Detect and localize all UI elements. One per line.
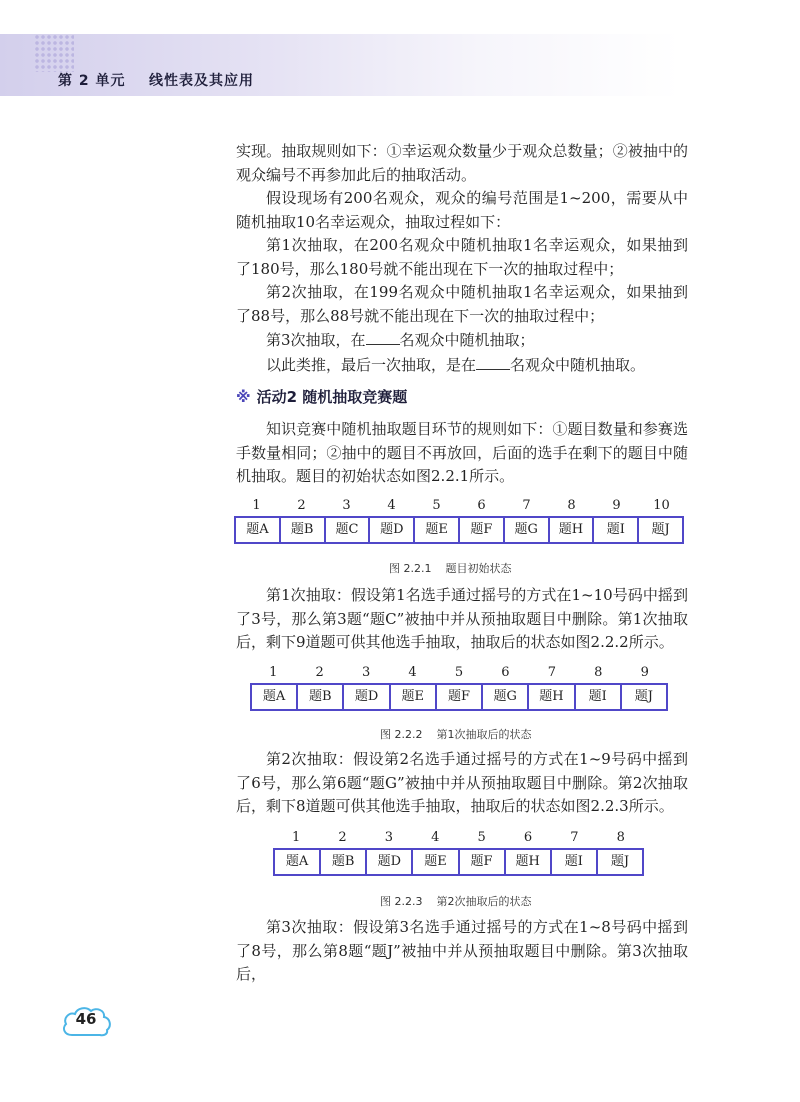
paragraph-draw-1: 第1次抽取，在200名观众中随机抽取1名幸运观众，如果抽到了180号，那么180号就不能出现在下一次的抽取过程中； <box>236 236 688 278</box>
figure-item-cell: 题D <box>365 850 411 874</box>
figure-item-cell: 题I <box>574 685 620 709</box>
figure-index: 2 <box>297 498 306 513</box>
figure-index: 3 <box>342 498 351 513</box>
figure-item-cell: 题C <box>324 518 369 542</box>
figure-index: 1 <box>252 498 261 513</box>
figure-index: 7 <box>522 498 531 513</box>
figure-item-cell: 题B <box>319 850 365 874</box>
figure-index: 3 <box>384 830 394 845</box>
figure-index: 7 <box>570 830 579 845</box>
paragraph-rules: 实现。抽取规则如下：①幸运观众数量少于观众总数量；②被抽中的观众编号不再参加此后的抽取活动。 <box>236 142 688 184</box>
figure-item-cell: 题F <box>458 850 504 874</box>
figure-index-row <box>273 828 644 848</box>
figure-index: 2 <box>315 665 324 680</box>
figure-item-cell: 题E <box>411 850 457 874</box>
figure-item-cell: 题I <box>592 518 637 542</box>
fill-blank-2 <box>476 353 510 370</box>
section-heading: ※ 活动2 随机抽取竞赛题 <box>236 388 408 406</box>
figure-index: 6 <box>523 830 533 845</box>
figure-item-cell: 题A <box>246 522 269 537</box>
figure-caption-1: 图 2.2.1 题目初始状态 <box>389 562 512 575</box>
figure-item-cell: 题G <box>481 685 527 709</box>
figure-index: 6 <box>477 498 486 513</box>
figure-item-row <box>250 683 668 711</box>
figure-item-cell: 题I <box>550 850 596 874</box>
figure-item-cell: 题B <box>296 685 342 709</box>
figure-index-row <box>250 663 668 683</box>
intro-text <box>236 140 688 377</box>
page-number: 46 <box>75 1010 97 1028</box>
figure-index: 6 <box>501 665 510 680</box>
unit-title: 第 2 单元 线性表及其应用 <box>58 73 254 89</box>
figure-index: 4 <box>431 830 440 845</box>
reference-mark-icon: ※ <box>236 388 251 406</box>
figure-index: 3 <box>361 665 371 680</box>
figure-after-second-draw <box>273 828 644 876</box>
paragraph-draw-3: 第3次抽取，在 名观众中随机抽取； <box>236 328 688 353</box>
figure-index: 8 <box>594 665 603 680</box>
figure-caption-3: 图 2.2.3 第2次抽取后的状态 <box>380 895 532 908</box>
figure-item-cell: 题G <box>503 518 548 542</box>
paragraph-second-draw: 第2次抽取：假设第2名选手通过摇号的方式在1~9号码中摇到了6号，那么第6题“题G”被抽中并从预抽取题目中删除。第2次抽取后，剩下8道题可供其他选手抽取，抽取后的状态如图2.2.3所示。 <box>236 750 688 815</box>
figure-after-first-draw <box>250 663 668 711</box>
figure-item-cell: 题D <box>342 685 388 709</box>
figure-index: 8 <box>567 498 576 513</box>
figure-item-cell: 题H <box>504 850 550 874</box>
figure-index: 7 <box>547 665 556 680</box>
figure-item-cell: 题H <box>548 518 593 542</box>
figure-item-cell: 题A <box>285 854 309 869</box>
figure-item-cell: 题B <box>279 518 324 542</box>
paragraph-activity-rules: 知识竞赛中随机抽取题目环节的规则如下：①题目数量和参赛选手数量相同；②抽中的题目不再放回，后面的选手在剩下的题目中随机抽取。题目的初始状态如图2.2.1所示。 <box>236 420 688 485</box>
figure-index: 1 <box>269 665 278 680</box>
figure-caption-2: 图 2.2.2 第1次抽取后的状态 <box>380 728 532 741</box>
figure-index: 9 <box>612 498 621 513</box>
draw-1-text <box>236 584 688 655</box>
figure-index: 4 <box>387 498 396 513</box>
page-number-badge <box>60 1004 112 1038</box>
paragraph-third-draw: 第3次抽取：假设第3名选手通过摇号的方式在1~8号码中摇到了8号，那么第8题“题J”被抽中并从预抽取题目中删除。第3次抽取后， <box>236 918 688 983</box>
figure-index: 2 <box>338 830 347 845</box>
paragraph-draw-2: 第2次抽取，在199名观众中随机抽取1名幸运观众，如果抽到了88号，那么88号就不能出现在下一次的抽取过程中； <box>236 283 688 325</box>
figure-index: 5 <box>477 830 486 845</box>
header-dot-pattern <box>34 34 74 72</box>
figure-item-cell: 题E <box>389 685 435 709</box>
figure-item-cell: 题H <box>527 685 573 709</box>
figure-item-cell: 题E <box>413 518 458 542</box>
draw-2-text <box>236 748 688 819</box>
figure-item-cell: 题D <box>368 518 413 542</box>
figure-item-row <box>273 848 644 876</box>
figure-index: 9 <box>640 665 649 680</box>
figure-index: 5 <box>454 665 464 680</box>
figure-item-cell: 题J <box>596 850 642 874</box>
figure-index: 5 <box>432 498 441 513</box>
figure-item-cell: 题J <box>620 685 666 709</box>
figure-index: 8 <box>616 830 625 845</box>
figure-item-cell: 题F <box>458 518 503 542</box>
figure-item-row <box>234 516 684 544</box>
figure-item-cell: 题J <box>637 518 682 542</box>
fill-blank-1 <box>366 328 400 345</box>
figure-index: 1 <box>292 830 301 845</box>
figure-index-row <box>234 496 684 516</box>
draw-3-text <box>236 916 688 987</box>
paragraph-first-draw: 第1次抽取：假设第1名选手通过摇号的方式在1~10号码中摇到了3号，那么第3题“题C”被抽中并从预抽取题目中删除。第1次抽取后，剩下9道题可供其他选手抽取，抽取后的状态如图2.2.2所示。 <box>236 586 688 651</box>
figure-index: 4 <box>408 665 417 680</box>
figure-initial-state <box>234 496 684 544</box>
figure-item-cell: 题A <box>262 689 286 704</box>
paragraph-last-draw: 以此类推，最后一次抽取，是在 名观众中随机抽取。 <box>236 353 688 378</box>
figure-item-cell: 题F <box>435 685 481 709</box>
figure-index: 10 <box>653 498 670 513</box>
activity-text <box>236 418 688 489</box>
paragraph-assumption: 假设现场有200名观众，观众的编号范围是1~200，需要从中随机抽取10名幸运观众，抽取过程如下： <box>236 189 688 231</box>
